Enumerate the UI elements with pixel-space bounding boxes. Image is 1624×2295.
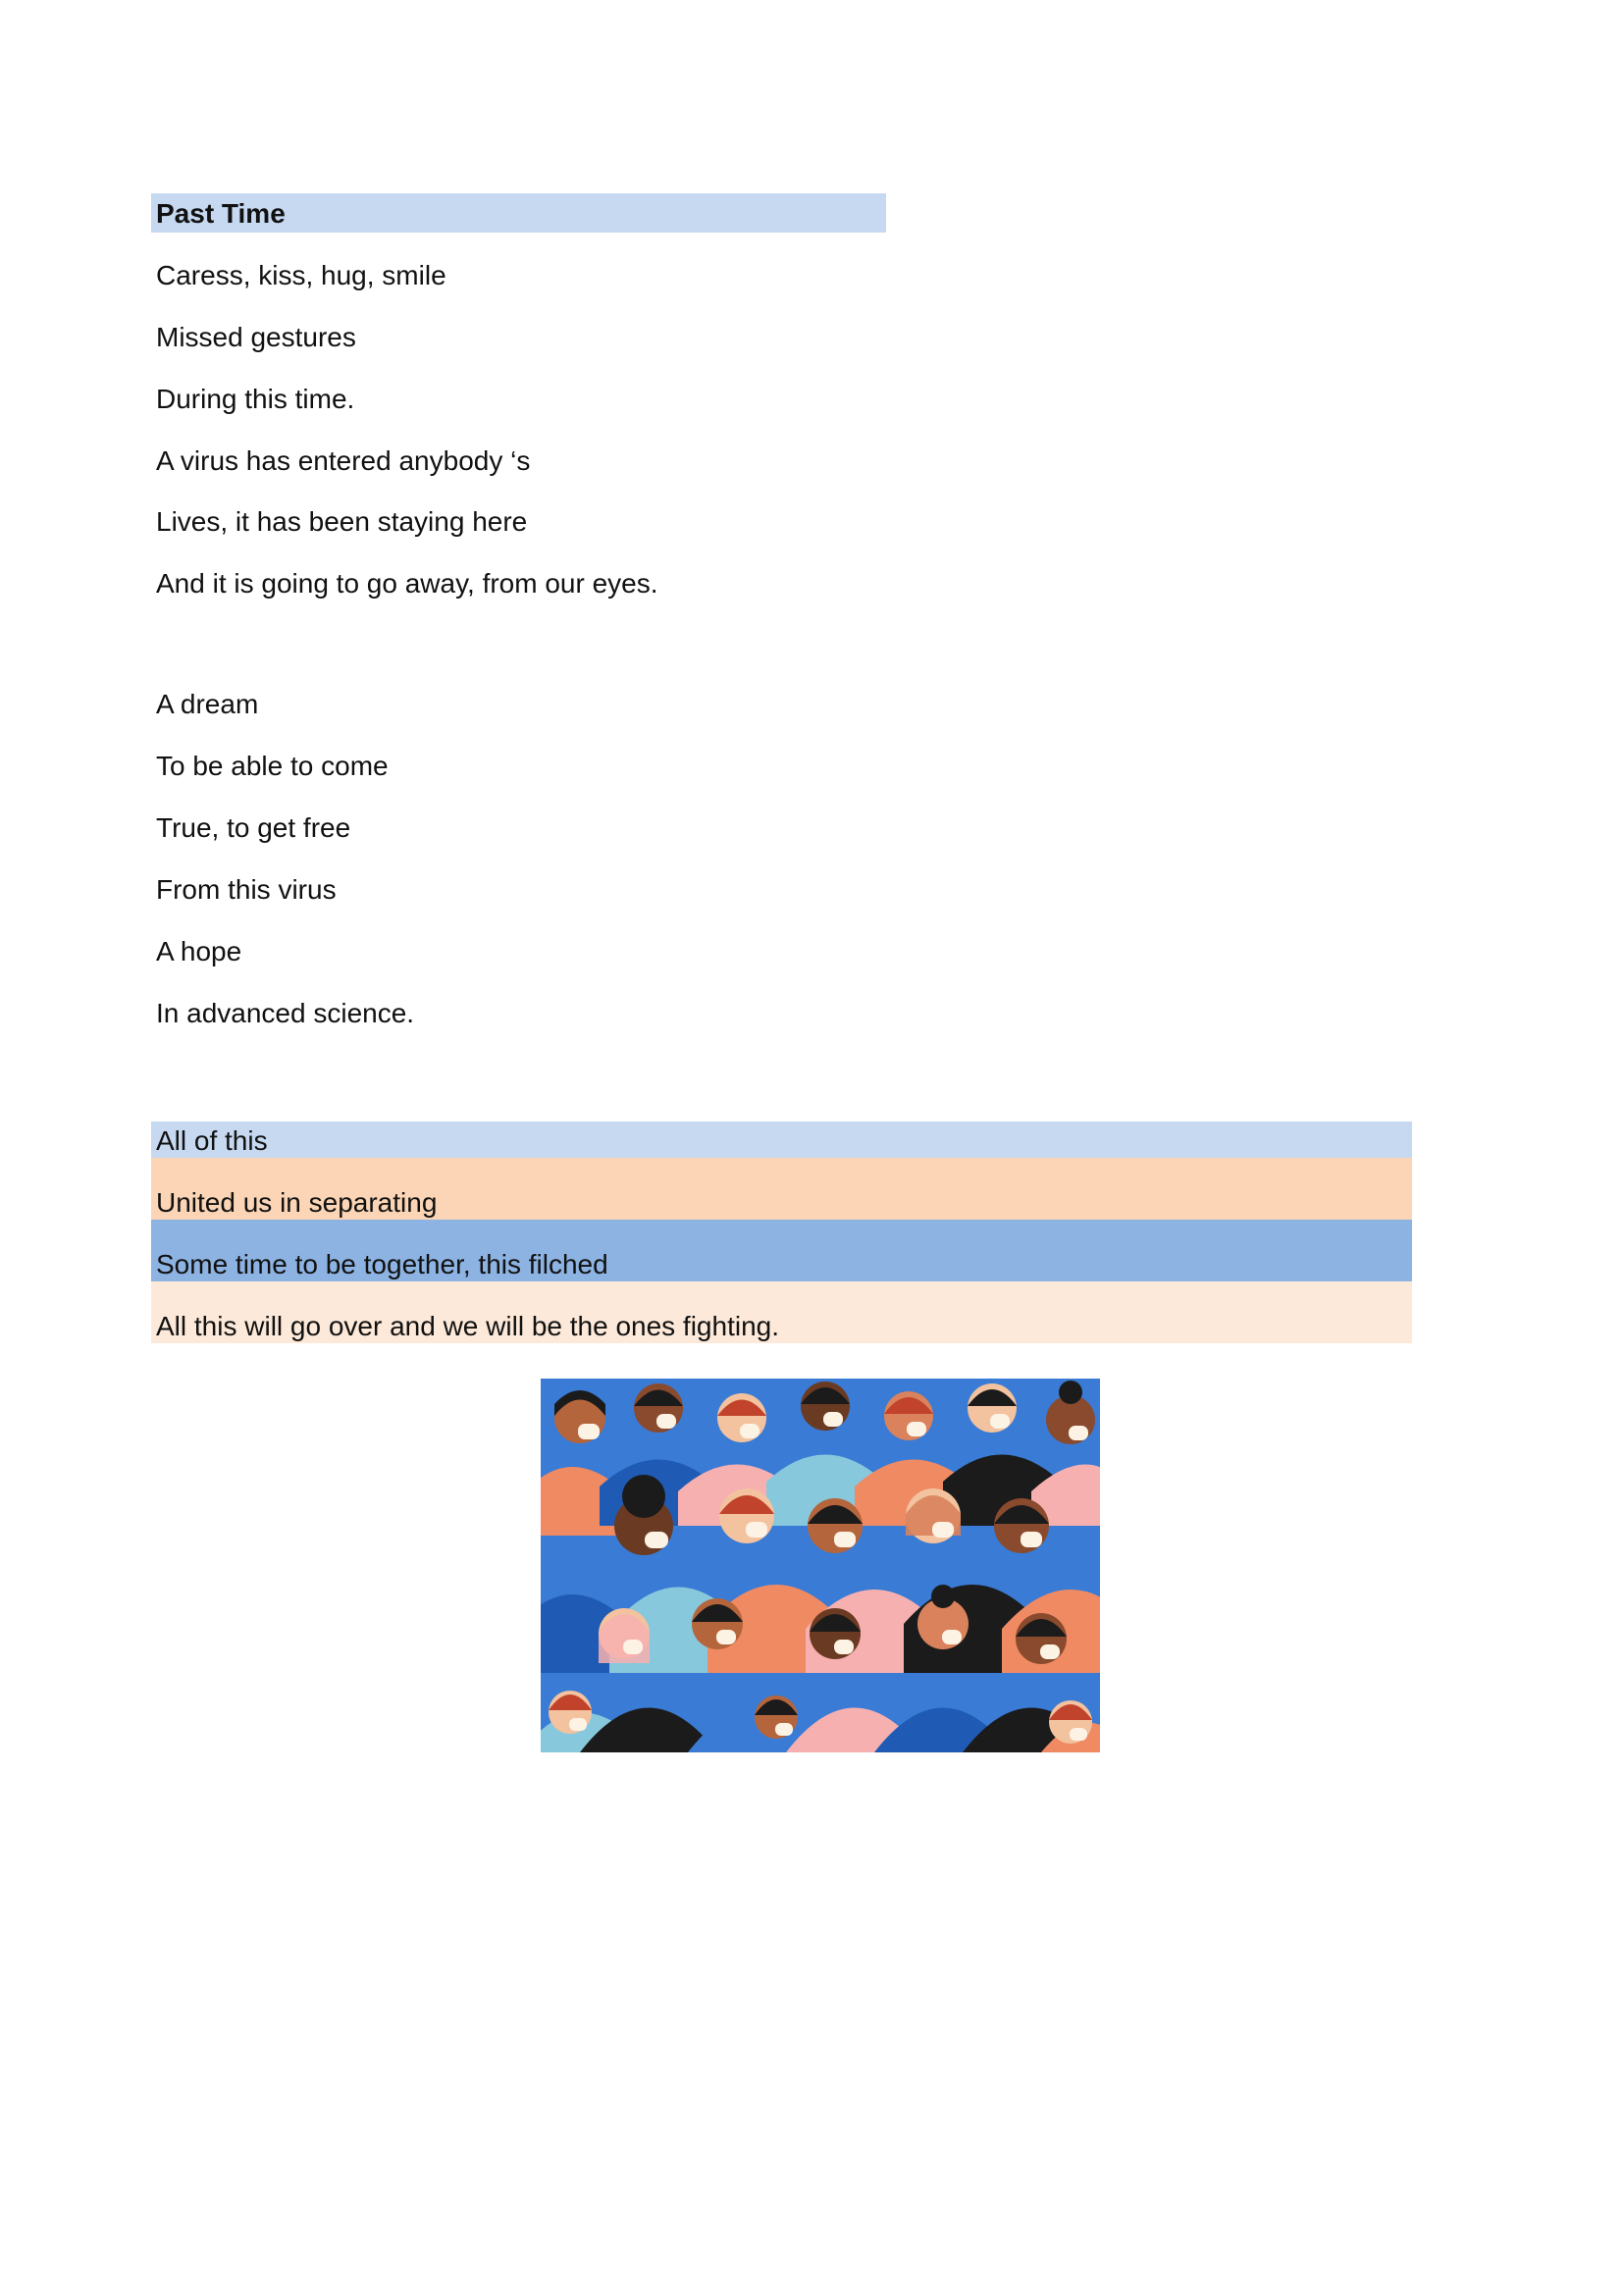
stanza3-band-1 [151,1121,1412,1158]
stanza1-line-2: Missed gestures [156,322,356,352]
stanza3-line-1: All of this [156,1125,268,1156]
stanza3-line-4: All this will go over and we will be the ones fighting. [156,1311,780,1341]
crowd-image [541,1379,1100,1752]
stanza2-line-2: To be able to come [156,751,389,781]
stanza3-line-2: United us in separating [156,1187,438,1218]
masked-crowd-illustration [541,1379,1100,1752]
stanza2-line-5: A hope [156,936,242,966]
stanza1-line-6: And it is going to go away, from our eyes. [156,568,658,599]
stanza3-line-3: Some time to be together, this filched [156,1249,608,1279]
stanza2-line-6: In advanced science. [156,998,415,1028]
stanza1-line-4: A virus has entered anybody ‘s [156,445,531,476]
poem-title: Past Time [156,198,286,229]
stanza1-line-1: Caress, kiss, hug, smile [156,260,446,290]
stanza1-line-5: Lives, it has been staying here [156,506,528,537]
stanza2-line-3: True, to get free [156,812,351,843]
stanza1-line-3: During this time. [156,384,355,414]
stanza2-line-4: From this virus [156,874,337,905]
stanza2-line-1: A dream [156,689,259,719]
